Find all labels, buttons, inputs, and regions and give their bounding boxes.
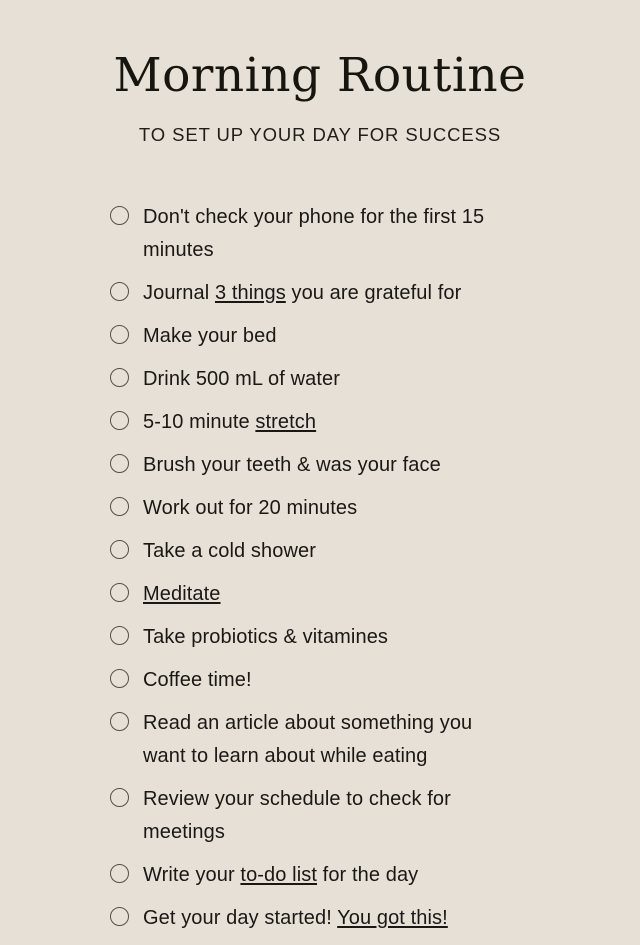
checklist-item[interactable] [110,277,530,310]
label-underlined-text: You got this! [337,906,448,929]
checklist-item-label [143,201,503,267]
checklist-item[interactable] [110,535,530,568]
checklist-item-label [143,363,340,396]
label-text: Don't check your phone for the first 15 minutes [143,205,485,261]
label-text-trailing: you are grateful for [285,281,462,304]
checkbox-icon[interactable] [110,411,129,430]
checklist-item[interactable] [110,492,530,525]
page-title: Morning Routine [113,48,527,103]
checklist-item-label [143,707,503,773]
checklist-item[interactable] [110,859,530,892]
label-underlined-text: to-do list [240,863,318,886]
label-underlined-text: stretch [255,410,317,433]
label-text: Brush your teeth & was your face [143,453,441,476]
checkbox-icon[interactable] [110,540,129,559]
label-text: Take a cold shower [143,539,317,562]
checkbox-icon[interactable] [110,907,129,926]
checklist-item-label [143,277,461,310]
checkbox-icon[interactable] [110,626,129,645]
label-underlined-text: Meditate [143,582,221,605]
checklist-item[interactable] [110,363,530,396]
label-text: Write your [143,863,241,886]
checklist-item[interactable] [110,449,530,482]
checkbox-icon[interactable] [110,583,129,602]
label-text: Read an article about something you want to learn about while eating [143,711,473,767]
checklist-item-label [143,783,503,849]
checklist-item[interactable] [110,406,530,439]
label-text: Make your bed [143,324,277,347]
checklist-item[interactable] [110,783,530,849]
checkbox-icon[interactable] [110,368,129,387]
checklist-item-label [143,406,316,439]
checklist-item[interactable] [110,621,530,654]
label-text: Coffee time! [143,668,252,691]
checkbox-icon[interactable] [110,454,129,473]
checkbox-icon[interactable] [110,325,129,344]
checklist-item[interactable] [110,664,530,697]
checklist-item-label [143,320,277,353]
checkbox-icon[interactable] [110,712,129,731]
checklist-item[interactable] [110,707,530,773]
checklist-item-label [143,621,388,654]
checklist-item[interactable] [110,320,530,353]
label-text: Get your day started! [143,906,338,929]
checklist-item-label [143,664,252,697]
label-text: 5-10 minute [143,410,256,433]
label-text: Review your schedule to check for meetings [143,787,451,843]
label-text: Work out for 20 minutes [143,496,358,519]
checklist-item-label [143,578,221,611]
label-text: Take probiotics & vitamines [143,625,389,648]
checkbox-icon[interactable] [110,669,129,688]
checklist-item[interactable] [110,201,530,267]
checklist [110,201,530,945]
checklist-item-label [143,859,418,892]
label-text: Drink 500 mL of water [143,367,340,390]
label-text-trailing: for the day [317,863,419,886]
checklist-item-label [143,492,357,525]
checklist-item[interactable] [110,578,530,611]
checkbox-icon[interactable] [110,282,129,301]
checklist-item-label [143,449,441,482]
checklist-item-label [143,535,316,568]
checkbox-icon[interactable] [110,864,129,883]
page-subtitle: TO SET UP YOUR DAY FOR SUCCESS [138,123,502,145]
checklist-item-label [143,902,448,935]
checkbox-icon[interactable] [110,206,129,225]
checkbox-icon[interactable] [110,497,129,516]
checkbox-icon[interactable] [110,788,129,807]
label-text: Journal [143,281,215,304]
label-underlined-text: 3 things [214,281,286,304]
checklist-item[interactable] [110,902,530,935]
